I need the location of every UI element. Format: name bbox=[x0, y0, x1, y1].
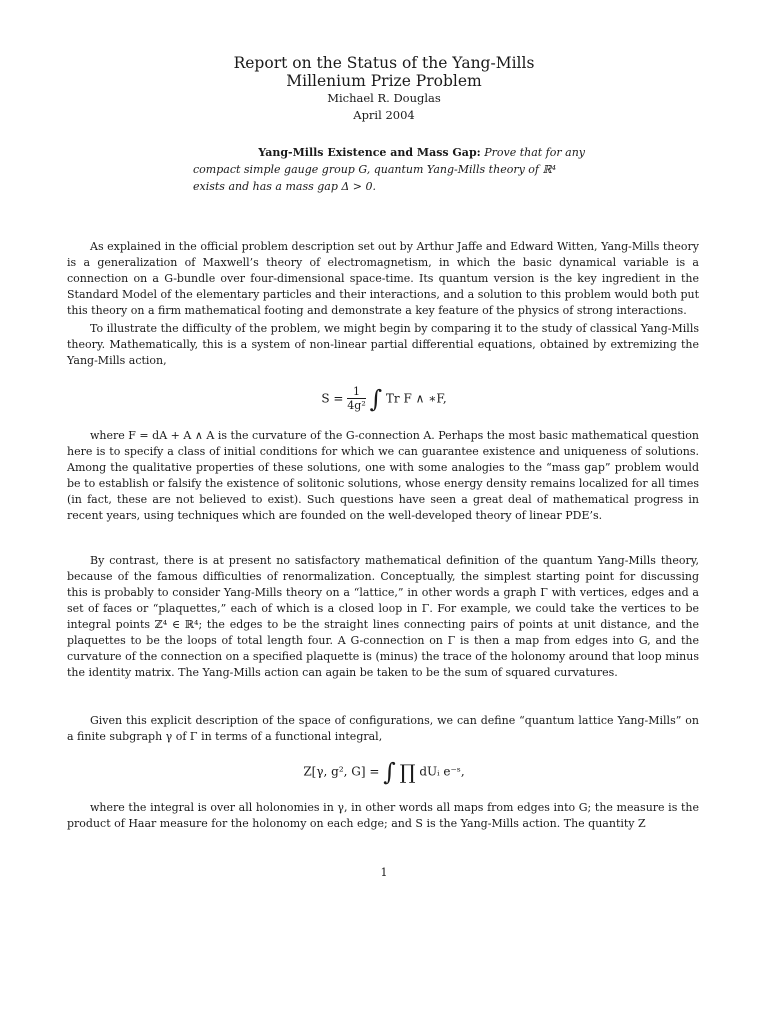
eq2-lhs: Z[γ, g², G] = bbox=[303, 764, 380, 779]
paragraph-5: Given this explicit description of the space of configurations, we can define “quantum lattice Yang-Mills” on a finite subgraph γ of Γ in terms of a functional integral, bbox=[67, 714, 699, 743]
integral-sign: ∫ bbox=[369, 385, 383, 413]
eq1-lhs: S = bbox=[321, 391, 344, 406]
title-line-1: Report on the Status of the Yang-Mills bbox=[233, 54, 535, 72]
paragraph-4: By contrast, there is at present no satisfactory mathematical definition of the quantum Yang-Mills theory, because of the famous difficulties of renormalization. Conceptually, the simplest starting point for discussing this is probably to consider Yang-Mills theory on a “lattice,” in other words a graph Γ with vertices, edges and a set of faces or “plaquettes,” each of which is a closed loop in Γ. For example, we could take the vertices to be integral points ℤ⁴ ∈ ℝ⁴; the edges to be the straight lines connecting pairs of points at unit distance, and the plaquettes to be the loops of total length four. A G-connection on Γ is then a map from edges into G, and the curvature of the connection on a specified plaquette is (minus) the trace of the holonomy around that loop minus the identity matrix. The Yang-Mills action can again be taken to be the sum of squared curvatures. bbox=[67, 554, 699, 679]
problem-heading: Yang-Mills Existence and Mass Gap: bbox=[258, 146, 481, 159]
problem-statement bbox=[193, 144, 585, 195]
problem-text-1: Prove that for any bbox=[484, 146, 585, 159]
title-line-2: Millenium Prize Problem bbox=[286, 72, 482, 90]
author: Michael R. Douglas bbox=[327, 91, 441, 105]
paragraph-6: where the integral is over all holonomies in γ, in other words all maps from edges into G; the measure is the product of Haar measure for the holonomy on each edge; and S is the Yang-Mills action. The quantity Z bbox=[67, 801, 699, 830]
paragraph-3: where F = dA + A ∧ A is the curvature of the G-connection A. Perhaps the most basic mathematical question here is to specify a class of initial conditions for which we can guarantee existence and uniqueness of solutions. Among the qualitative properties of these solutions, one with some analogies to the “mass gap” problem would be to establish or falsify the existence of solitonic solutions, whose energy density remains localized for all times (in fact, these are not believed to exist). Such questions have seen a great deal of mathematical progress in recent years, using techniques which are founded on the well-developed theory of linear PDE’s. bbox=[67, 429, 699, 522]
page-number: 1 bbox=[380, 866, 388, 879]
paragraph-2: To illustrate the difficulty of the problem, we might begin by comparing it to the study of classical Yang-Mills theory. Mathematically, this is a system of non-linear partial differential equations, obtained by extremizing the Yang-Mills action, bbox=[67, 322, 699, 367]
problem-statement-line-2: compact simple gauge group G, quantum Yang-Mills theory of ℝ⁴ bbox=[193, 163, 557, 176]
date: April 2004 bbox=[353, 108, 415, 122]
equation-action bbox=[0, 385, 768, 413]
problem-statement-line-1 bbox=[193, 144, 585, 161]
eq1-rhs: Tr F ∧ ∗F, bbox=[385, 391, 447, 406]
equation-partition-function bbox=[0, 758, 768, 786]
paper-title bbox=[0, 54, 768, 90]
paragraph-1: As explained in the official problem description set out by Arthur Jaffe and Edward Witten, Yang-Mills theory is a generalization of Maxwell’s theory of electromagnetism, in which the basic dynamical variable is a connection on a G-bundle over four-dimensional space-time. Its quantum version is the key ingredient in the Standard Model of the elementary particles and their interactions, and a solution to this problem would both put this theory on a firm mathematical footing and demonstrate a key feature of the physics of strong interactions. bbox=[67, 240, 699, 317]
eq1-fraction: $\frac{1}{\text{4g²}}$ bbox=[347, 385, 366, 412]
product-sign: ∏ bbox=[399, 760, 416, 784]
problem-statement-line-3: exists and has a mass gap Δ > 0. bbox=[193, 180, 377, 193]
eq2-rhs: dUᵢ e⁻ˢ, bbox=[419, 764, 465, 779]
integral-sign-2: ∫ bbox=[383, 758, 396, 786]
